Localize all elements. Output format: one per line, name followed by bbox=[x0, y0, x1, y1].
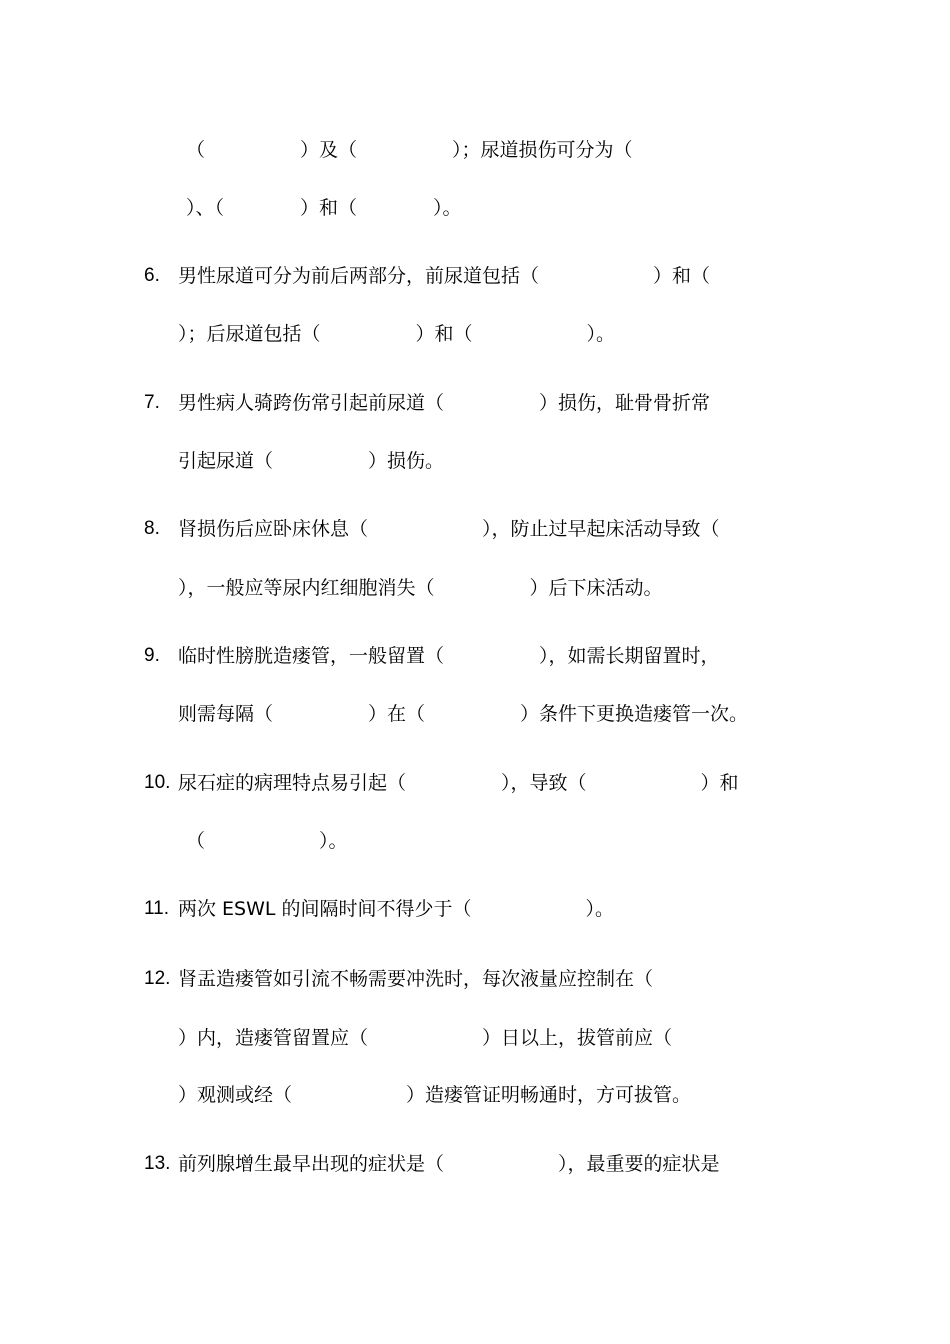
question-10 bbox=[0, 765, 739, 801]
question-7 bbox=[0, 385, 711, 421]
question-9-cont bbox=[0, 696, 749, 732]
question-6 bbox=[0, 258, 711, 294]
question-text: （ ）。 bbox=[186, 830, 348, 852]
question-number: 6. bbox=[144, 265, 160, 286]
question-number: 7. bbox=[144, 392, 160, 413]
question-text: ）；后尿道包括（ ）和（ ）。 bbox=[178, 323, 616, 345]
question-12-cont-1 bbox=[0, 1020, 673, 1056]
question-12 bbox=[0, 961, 654, 997]
question-7-cont bbox=[0, 443, 445, 479]
question-number: 10. bbox=[144, 772, 171, 793]
question-text: 男性病人骑跨伤常引起前尿道（ ）损伤，耻骨骨折常 bbox=[178, 392, 711, 414]
question-text: 尿石症的病理特点易引起（ ），导致（ ）和 bbox=[178, 772, 739, 794]
question-text: ）观测或经（ ）造瘘管证明畅通时，方可拔管。 bbox=[178, 1084, 692, 1106]
question-text: 男性尿道可分为前后两部分，前尿道包括（ ）和（ bbox=[178, 265, 711, 287]
question-text: 则需每隔（ ）在（ ）条件下更换造瘘管一次。 bbox=[178, 703, 749, 725]
line-text: ）、（ ）和（ ）。 bbox=[186, 197, 462, 219]
question-8-cont bbox=[0, 570, 663, 606]
line-text: （ ）及（ ）；尿道损伤可分为（ bbox=[186, 139, 633, 161]
question-6-cont bbox=[0, 316, 616, 352]
question-text: ）内，造瘘管留置应（ ）日以上，拔管前应（ bbox=[178, 1027, 673, 1049]
question-number: 8. bbox=[144, 518, 160, 539]
question-text: 引起尿道（ ）损伤。 bbox=[178, 450, 445, 472]
line-1 bbox=[0, 132, 633, 168]
question-text: 临时性膀胱造瘘管，一般留置（ ），如需长期留置时， bbox=[178, 645, 720, 667]
question-text: 肾损伤后应卧床休息（ ），防止过早起床活动导致（ bbox=[178, 518, 720, 540]
question-10-cont bbox=[0, 823, 348, 859]
question-number: 13. bbox=[144, 1153, 171, 1174]
question-text: 两次 ESWL 的间隔时间不得少于（ ）。 bbox=[178, 898, 615, 920]
question-9 bbox=[0, 638, 720, 674]
question-11 bbox=[0, 891, 615, 927]
question-text: ），一般应等尿内红细胞消失（ ）后下床活动。 bbox=[178, 577, 663, 599]
line-2 bbox=[0, 190, 462, 226]
question-number: 11. bbox=[144, 898, 170, 919]
question-12-cont-2 bbox=[0, 1077, 692, 1113]
question-number: 12. bbox=[144, 968, 171, 989]
question-text: 肾盂造瘘管如引流不畅需要冲洗时，每次液量应控制在（ bbox=[178, 968, 654, 990]
question-text: 前列腺增生最早出现的症状是（ ），最重要的症状是 bbox=[178, 1153, 720, 1175]
question-13 bbox=[0, 1146, 720, 1182]
question-number: 9. bbox=[144, 645, 160, 666]
question-8 bbox=[0, 511, 720, 547]
